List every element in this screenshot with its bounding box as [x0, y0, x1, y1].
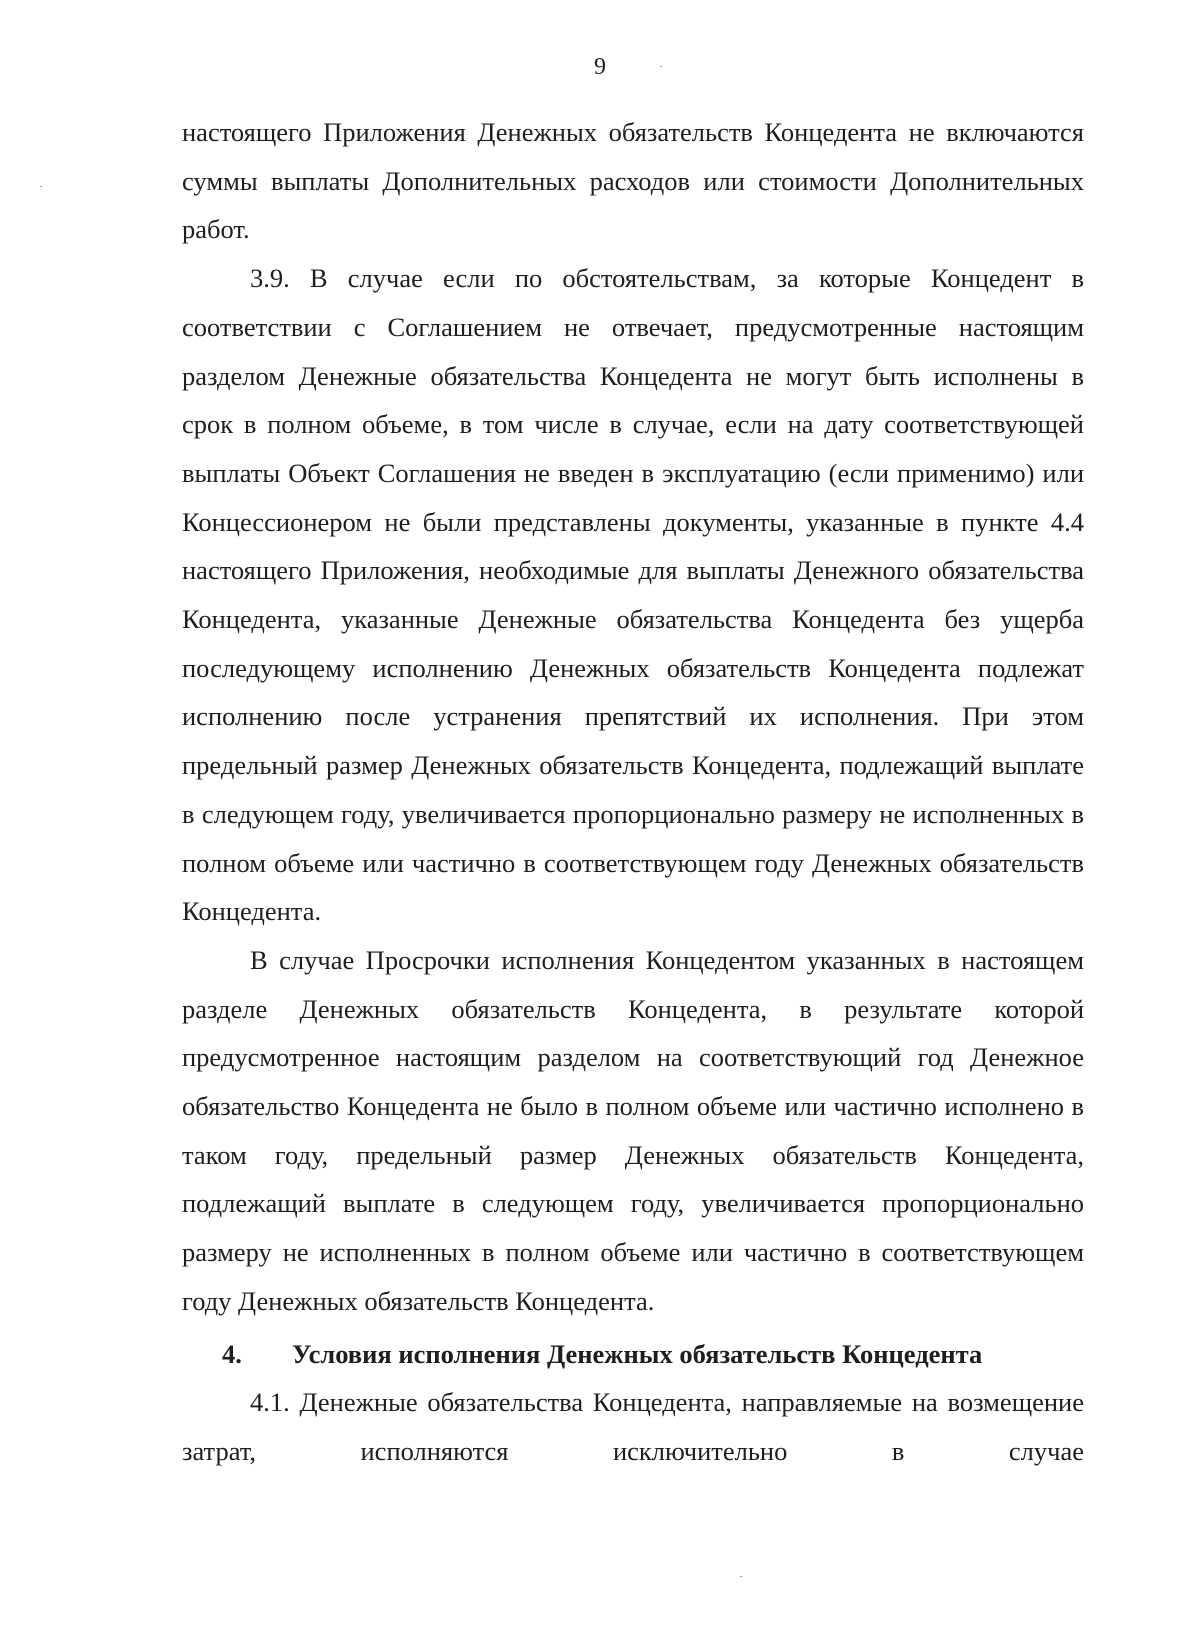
scan-speck — [40, 186, 42, 187]
paragraph-4-1: 4.1. Денежные обязательства Концедента, направляемые на возмещение затрат, исполняются исключительно в случае — [182, 1387, 1084, 1466]
paragraph-delay-clause: В случае Просрочки исполнения Концедентом указанных в настоящем разделе Денежных обязательств Концедента, в результате которой предусмотренное настоящим разделом на соответствующий год Денежное обязательство Концедента не было в полном объеме или частично исполнено в таком году, предельный размер Денежных обязательств Концедента, подлежащий выплате в следующем году, увеличивается пропорционально размеру не исполненных в полном объеме или частично в соответствующем году Денежных обязательств Концедента. — [182, 944, 1084, 1316]
section-4-heading — [182, 1330, 1084, 1379]
paragraph-continuation: настоящего Приложения Денежных обязательств Концедента не включаются суммы выплаты Дополнительных расходов или стоимости Дополнительных работ. — [182, 117, 1084, 245]
page-number: 9 — [594, 54, 606, 80]
document-body — [182, 108, 1084, 1476]
section-title: Условия исполнения Денежных обязательств Концедента — [292, 1338, 983, 1369]
scan-speck — [660, 66, 662, 67]
scan-speck — [740, 1576, 742, 1577]
paragraph-3-9: 3.9. В случае если по обстоятельствам, за которые Концедент в соответствии с Соглашением не отвечает, предусмотренные настоящим разделом Денежные обязательства Концедента не могут быть исполнены в срок в полном объеме, в том числе в случае, если на дату соответствующей выплаты Объект Соглашения не введен в эксплуатацию (если применимо) или Концессионером не были представлены документы, указанные в пункте 4.4 настоящего Приложения, необходимые для выплаты Денежного обязательства Концедента, указанные Денежные обязательства Концедента без ущерба последующему исполнению Денежных обязательств Концедента подлежат исполнению после устранения препятствий их исполнения. При этом предельный размер Денежных обязательств Концедента, подлежащий выплате в следующем году, увеличивается пропорционально размеру не исполненных в полном объеме или частично в соответствующем году Денежных обязательств Концедента. — [182, 263, 1084, 927]
section-number: 4. — [222, 1338, 242, 1369]
